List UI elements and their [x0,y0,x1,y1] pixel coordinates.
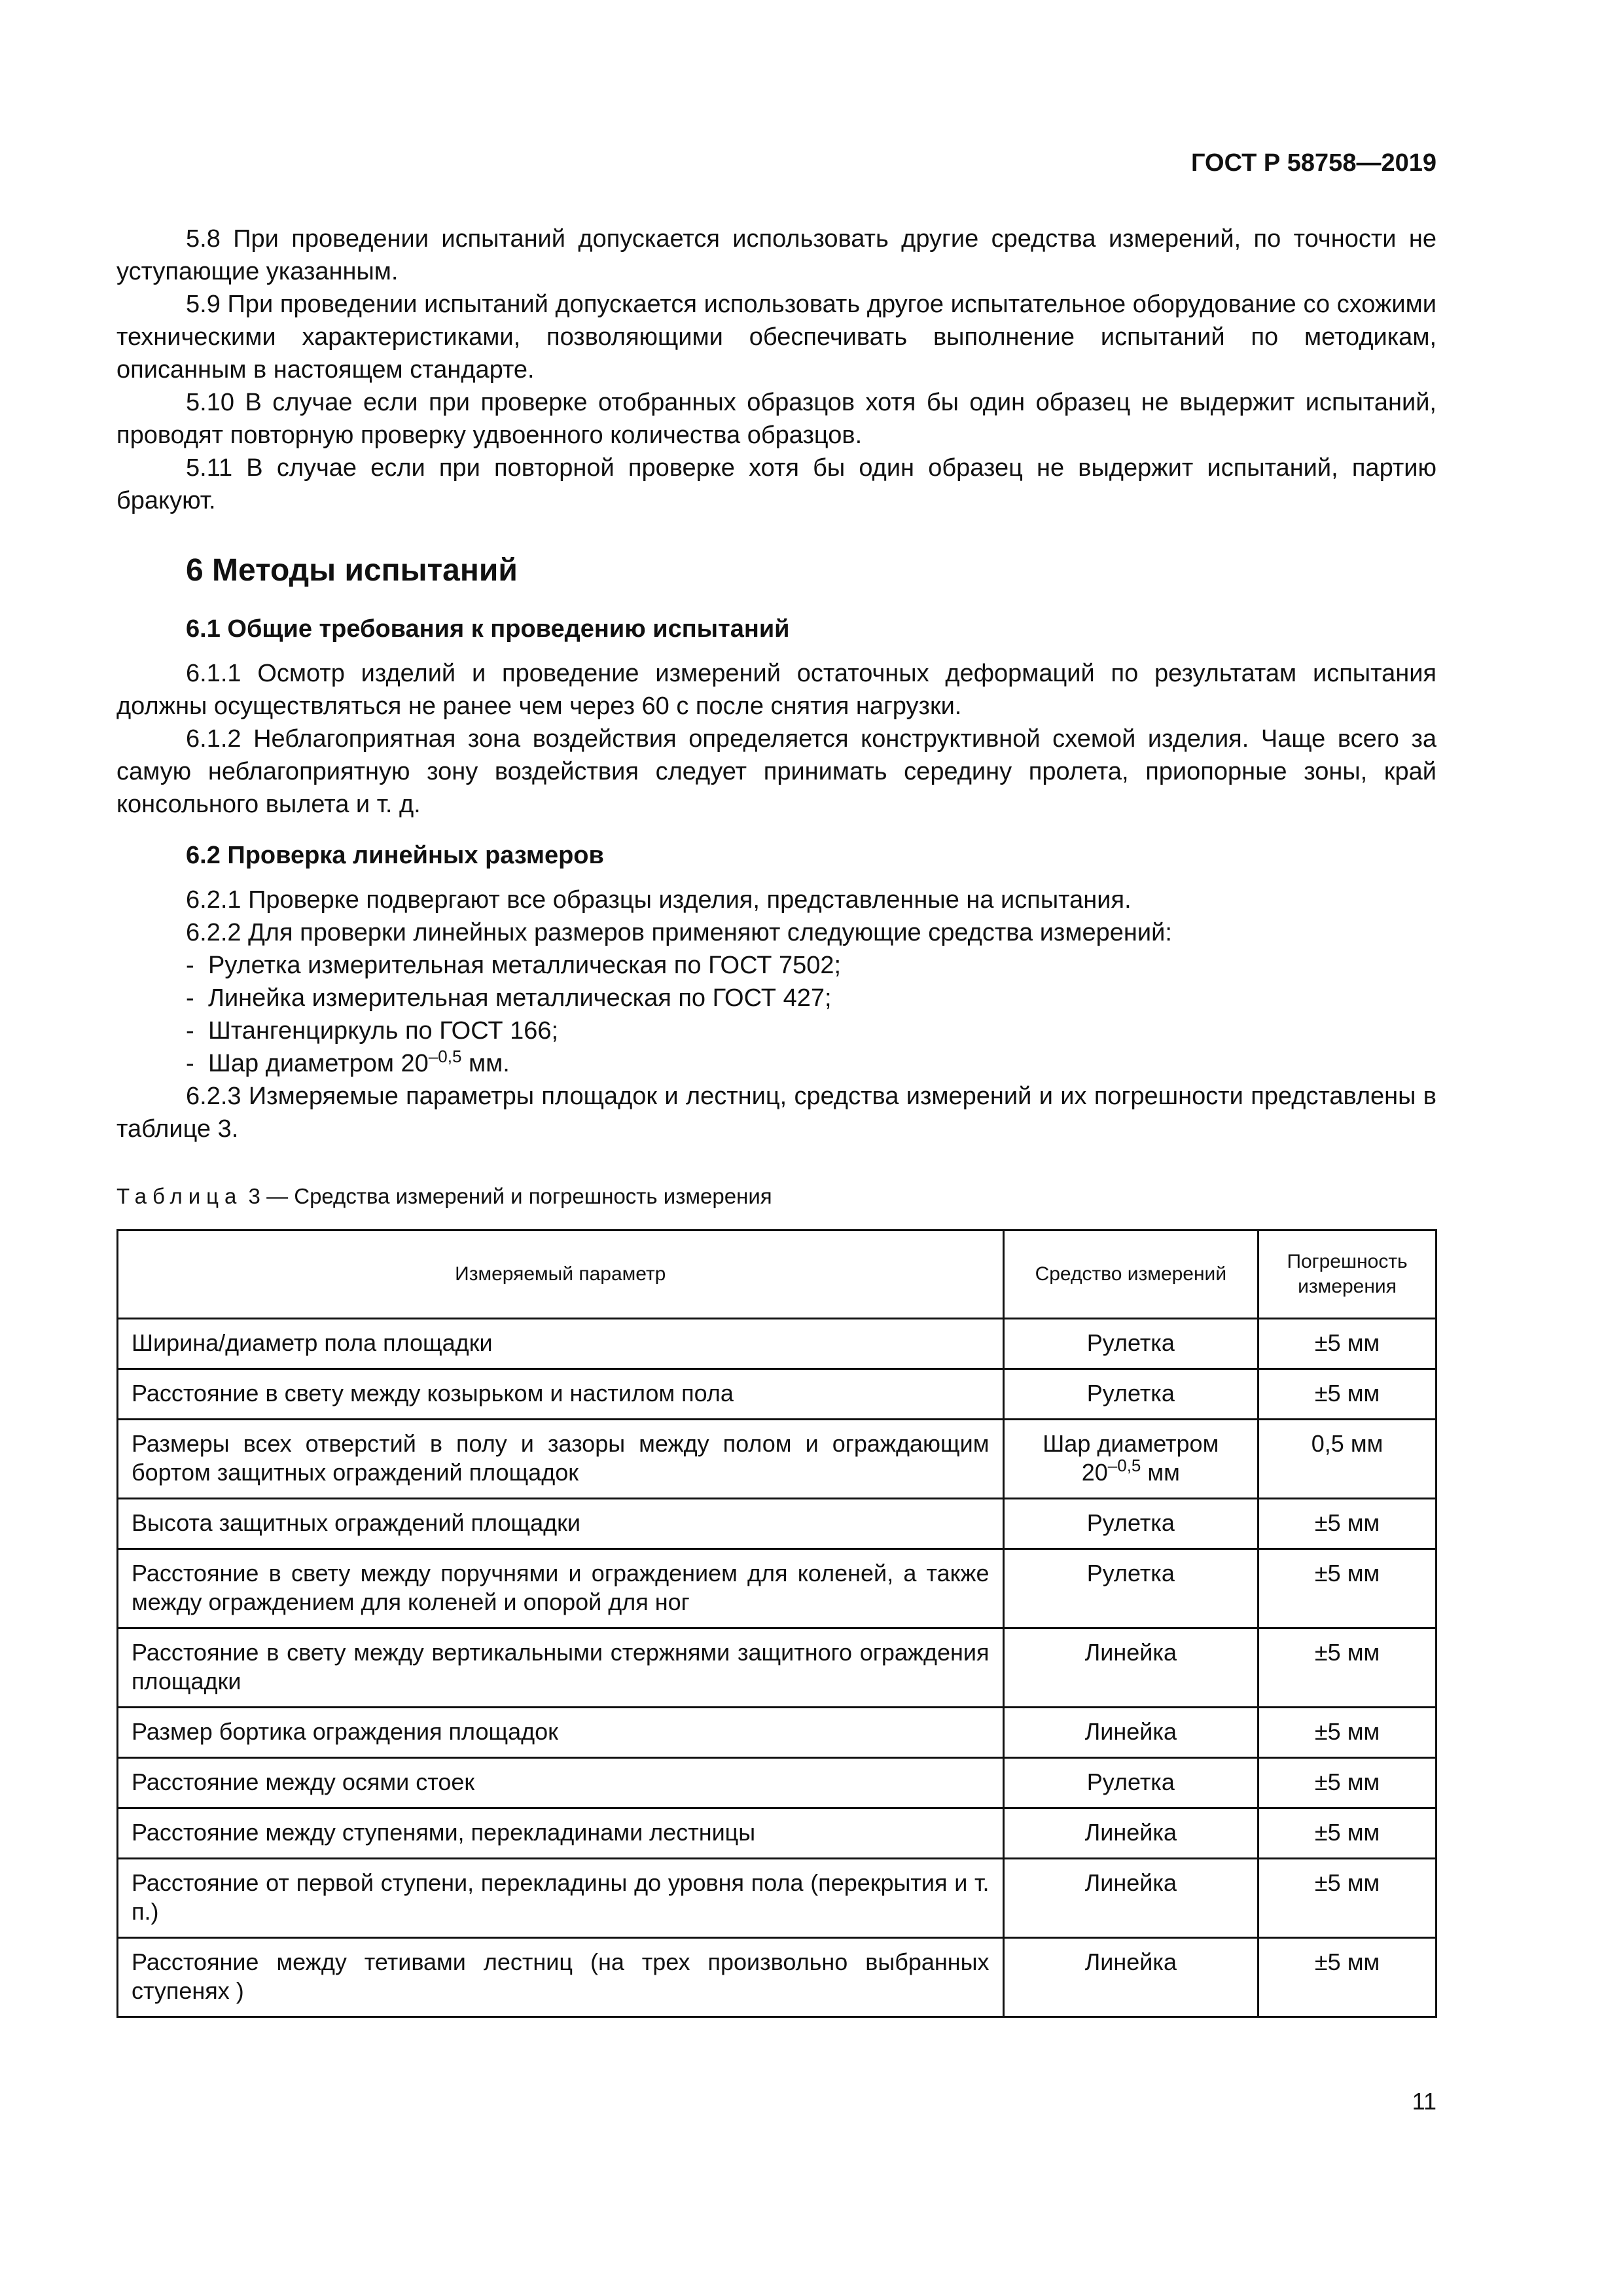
paragraph-5-10: 5.10 В случае если при проверке отобранных образцов хотя бы один образец не выдержит испытаний, проводят повторную проверку удвоенного количества образцов. [116,389,1436,449]
table-row [118,1938,1436,2017]
list-item: - Шар диаметром $20^{-0,5}$ мм. [186,1047,510,1077]
cell-error: ±5 мм [1258,1549,1436,1628]
table-row [118,1369,1436,1420]
table-row [118,1808,1436,1859]
cell-parameter: Расстояние между тетивами лестниц (на трех произвольно выбранных ступенях ) [118,1938,1004,2017]
cell-tool: Линейка [1003,1628,1258,1708]
cell-error: ±5 мм [1258,1859,1436,1938]
paragraph-6-2-3: 6.2.3 Измеряемые параметры площадок и лестниц, средства измерений и их погрешности представлены в таблице 3. [116,1083,1436,1143]
cell-parameter: Ширина/диаметр пола площадки [118,1319,1004,1369]
cell-error: ±5 мм [1258,1319,1436,1369]
subsection-6-1-title: 6.1 Общие требования к проведению испытаний [186,615,790,643]
cell-parameter: Расстояние между осями стоек [118,1758,1004,1808]
list-item: - Рулетка измерительная металлическая по ГОСТ 7502; [186,952,842,979]
list-item: - Линейка измерительная металлическая по ГОСТ 427; [186,984,832,1012]
cell-tool: Линейка [1003,1859,1258,1938]
cell-tool: Рулетка [1003,1549,1258,1628]
table-caption: Таблица 3 — Средства измерений и погрешность измерения [116,1184,772,1208]
column-header-error: Погрешность измерения [1258,1230,1436,1319]
list-item: - Штангенциркуль по ГОСТ 166; [186,1017,559,1045]
cell-tool: Рулетка [1003,1319,1258,1369]
section-6-title: 6 Методы испытаний [186,553,518,588]
cell-parameter: Размер бортика ограждения площадок [118,1708,1004,1758]
column-header-tool: Средство измерений [1003,1230,1258,1319]
cell-parameter: Расстояние от первой ступени, перекладины до уровня пола (перекрытия и т. п.) [118,1859,1004,1938]
cell-tool: Шар диаметром $20^{-0,5}$ мм [1003,1420,1258,1499]
cell-tool: Линейка [1003,1808,1258,1859]
cell-parameter: Размеры всех отверстий в полу и зазоры между полом и ограждающим бортом защитных ограждений площадок [118,1420,1004,1499]
paragraph-6-2-1: 6.2.1 Проверке подвергают все образцы изделия, представленные на испытания. [186,886,1132,914]
cell-error: ±5 мм [1258,1938,1436,2017]
page-body [116,223,1436,2018]
cell-tool: Рулетка [1003,1758,1258,1808]
cell-parameter: Расстояние в свету между вертикальными стержнями защитного ограждения площадки [118,1628,1004,1708]
cell-tool: Рулетка [1003,1499,1258,1549]
cell-error: 0,5 мм [1258,1420,1436,1499]
table-row [118,1420,1436,1499]
cell-error: ±5 мм [1258,1369,1436,1420]
table-row [118,1499,1436,1549]
cell-error: ±5 мм [1258,1758,1436,1808]
cell-parameter: Высота защитных ограждений площадки [118,1499,1004,1549]
paragraph-6-1-2: 6.1.2 Неблагоприятная зона воздействия определяется конструктивной схемой изделия. Чаще всего за самую неблагоприятную зону воздействия следует принимать середину пролета, приопорные зоны, край консольного вылета и т. д. [116,725,1436,818]
cell-parameter: Расстояние между ступенями, перекладинами лестницы [118,1808,1004,1859]
paragraph-5-8: 5.8 При проведении испытаний допускается использовать другие средства измерений, по точности не уступающие указанным. [116,225,1436,285]
table-3 [116,1229,1437,2018]
paragraph-5-11: 5.11 В случае если при повторной проверке хотя бы один образец не выдержит испытаний, партию бракуют. [116,454,1436,514]
table-header-row [118,1230,1436,1319]
paragraph-6-2-2: 6.2.2 Для проверки линейных размеров применяют следующие средства измерений: [186,919,1172,946]
table-row [118,1549,1436,1628]
cell-error: ±5 мм [1258,1808,1436,1859]
cell-tool: Рулетка [1003,1369,1258,1420]
page-number: 11 [1412,2088,1436,2115]
cell-tool: Линейка [1003,1708,1258,1758]
paragraph-6-1-1: 6.1.1 Осмотр изделий и проведение измерений остаточных деформаций по результатам испытания должны осуществляться не ранее чем через 60 с после снятия нагрузки. [116,660,1436,720]
cell-error: ±5 мм [1258,1499,1436,1549]
cell-parameter: Расстояние в свету между поручнями и ограждением для коленей, а также между ограждением для коленей и опорой для ног [118,1549,1004,1628]
cell-tool: Линейка [1003,1938,1258,2017]
table-row [118,1758,1436,1808]
document-header: ГОСТ Р 58758—2019 [1191,149,1436,177]
table-row [118,1319,1436,1369]
cell-error: ±5 мм [1258,1628,1436,1708]
column-header-parameter: Измеряемый параметр [118,1230,1004,1319]
subsection-6-2-title: 6.2 Проверка линейных размеров [186,842,604,869]
cell-parameter: Расстояние в свету между козырьком и настилом пола [118,1369,1004,1420]
paragraph-5-9: 5.9 При проведении испытаний допускается использовать другое испытательное оборудование со схожими техническими характеристиками, позволяющими обеспечивать выполнение испытаний по методикам, описанным в настоящем стандарте. [116,291,1436,384]
table-row [118,1859,1436,1938]
cell-error: ±5 мм [1258,1708,1436,1758]
table-row [118,1628,1436,1708]
table-row [118,1708,1436,1758]
